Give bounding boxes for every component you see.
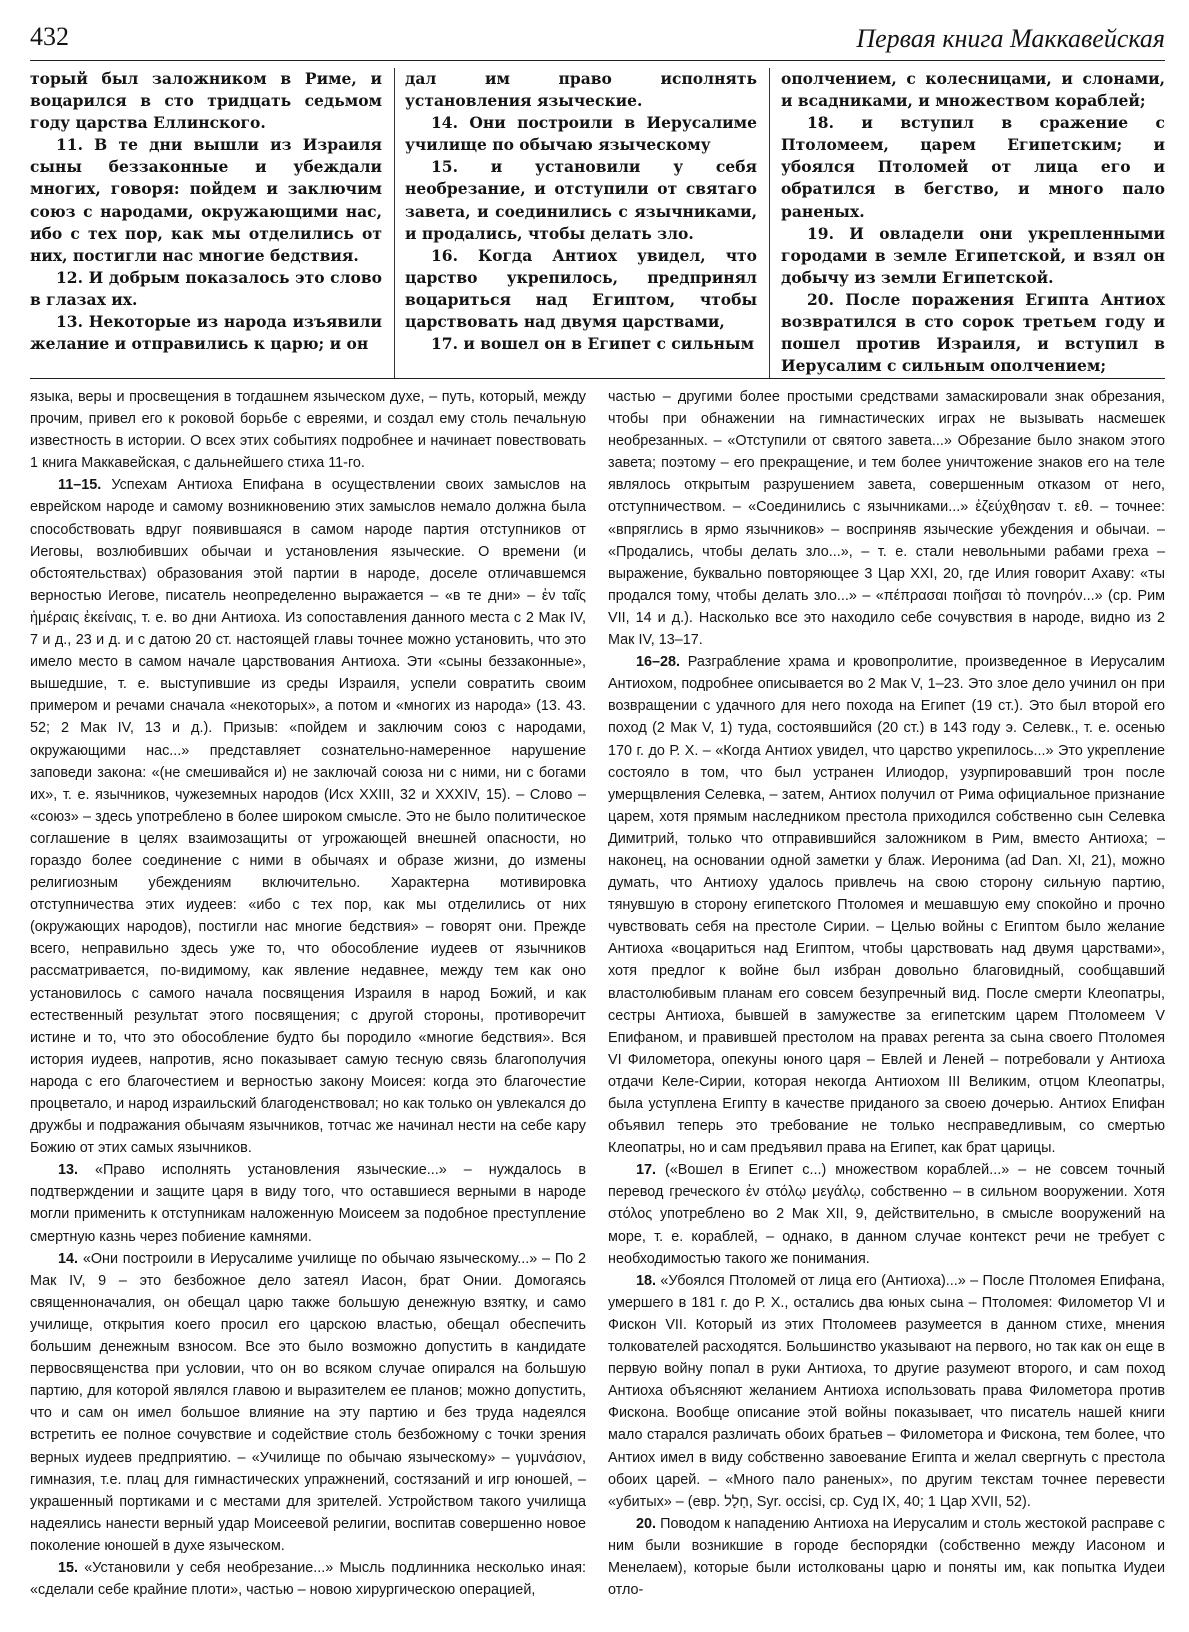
verse-reference: 20. [636,1515,657,1532]
commentary-paragraph [608,1270,1165,1513]
scripture-verse-13: 13. Некоторые из народа изъявили желание и отправились к царю; и он [30,312,382,354]
scripture-paragraph: дал им право исполнять установления языческие. [405,69,757,111]
commentary-paragraph [608,651,1165,1159]
column-divider [394,68,395,378]
scripture-column-2 [405,68,757,378]
commentary-text-body: «Установили у себя необрезание...» Мысль подлинника несколько иная: «сделали себе крайние плоти», частью – новою хирургическою операцией, [30,1559,587,1599]
scripture-text [30,68,1165,386]
commentary-text-body: частью – другими более простыми средствами замаскировали знак обрезания, чтобы при обнажении на гимнастических играх не вызывать насмешек необрезанных. – «Отступили от святого завета...» Обрезание было знаком этого завета; поэтому – его прекращение, и тем более уничтожение знаков его на теле являлось открытым разрушением завета, совершенным отказом от него, отступничеством. – «Соединились с язычниками...» ἐζεύχθησαν τ. εθ. – точнее: «впряглись в ярмо язычников» – восприняв языческие убеждения и обычаи. – «Продались, чтобы делать зло...», – т. е. стали невольными рабами греха – выражение, буквально повторяющее 3 Цар XXI, 20, где Илия говорит Ахаву: «ты продался тому, чтобы делать зло...» – «πέπρασαι ποιῆσαι τὸ πονηρόν...» (ср. Рим VII, 14 и д.). Насколько все это находило себе сочувствия в народе, видно из 2 Мак IV, 13–17. [608,389,1165,649]
scripture-verse-18: 18. и вступил в сражение с Птоломеем, царем Египетским; и убоялся Птоломей от лица его и обратился в бегство, и много пало раненых. [781,113,1165,221]
scripture-paragraph: ополчением, с колесницами, и слонами, и всадниками, и множеством кораблей; [781,69,1165,111]
commentary-column-right [608,386,1165,1601]
scripture-column-1 [30,68,382,378]
commentary-text [30,386,1165,1622]
scripture-column-3 [781,68,1165,378]
scripture-verse-15: 15. и установили у себя необрезание, и отступили от святаго завета, и соединились с язычниками, и продались, чтобы делать зло. [405,157,757,243]
commentary-paragraph [30,1248,586,1557]
verse-reference: 13. [58,1162,79,1179]
section-divider [30,378,1165,379]
running-header [30,20,1165,61]
commentary-paragraph [30,386,586,474]
column-divider [769,68,770,378]
commentary-paragraph [30,1159,586,1247]
verse-reference: 15. [58,1559,79,1576]
commentary-text-body: Разграбление храма и кровопролитие, произведенное в Иерусалим Антиохом, подробнее описывается во 2 Мак V, 1–23. Это злое дело учинил он при возвращении с удачного для него похода на Египет (19 ст.). Это был второй его поход (2 Мак V, 1) туда, состоявшийся (20 ст.) в 143 году э. Селевк., т. е. осенью 170 г. до Р. Х. – «Когда Антиох увидел, что царство укрепилось...» Это укрепление состояло в том, что был устранен Илиодор, узурпировавший трон после умерщвления Селевка, – затем, Антиох получил от Рима официальное признание царем, хотя прямым наследником престола приходился собственно сын Селевка Димитрий, только что отправившийся заложником в Рим, вместо Антиоха; – наконец, на основании одной заметки у блаж. Иеронима (ad Dan. XI, 21), можно думать, что Антиоху удалось привлечь на свою сторону сильную партию, тянувшую в сторону египетского Птоломея и мешавшую ему спокойно и прочно чувствовать себя на престоле Сирии. – Целью войны с Египтом было желание Антиоха «воцариться над Египтом, чтобы царствовать над двумя царствами», хотя предлог к войне был избран довольно благовидный, сообщавший властолюбивым планам его совсем безупречный вид. После смерти Клеопатры, сестры Антиоха, бывшей в замужестве за египетским царем Птоломеем V Епифаном, и правившей престолом на правах регента за сына своего Птоломея VI Филометора, опекуны юного царя – Евлей и Леней – потребовали у Антиоха отдачи Келе-Сирии, которая некогда Антиохом III Великим, отцом Клеопатры, была уступлена Египту в качестве приданого за своею дочерью. Антиох Епифан объявил теперь это требование не только несправедливым, со смертью Клеопатры, но и сам предъявил права на Египет, как брат царицы. [608,654,1165,1157]
scripture-verse-19: 19. И овладели они укрепленными городами в земле Египетской, и взял он добычу из земли Египетской. [781,223,1165,287]
verse-reference: 18. [636,1272,657,1289]
commentary-text-body: «Право исполнять установления языческие...» – нуждалось в подтверждении и защите царя в виду того, что оставшиеся верными в народе могли применить к отступникам наложенную Моисеем за подобное преступление смертную казнь через побиение камнями. [30,1162,586,1245]
commentary-paragraph [30,474,586,1159]
scripture-verse-12: 12. И добрым показалось это слово в глазах их. [30,267,382,309]
scripture-verse-16: 16. Когда Антиох увидел, что царство укрепилось, предпринял воцариться над Египтом, чтобы царствовать над двумя царствами, [405,245,757,332]
verse-reference: 16–28. [636,654,681,671]
commentary-text-body: Поводом к нападению Антиоха на Иерусалим и столь жестокой расправе с ним были возникшие в городе беспорядки (собственно между Иасоном и Менелаем), которые были истолкованы царю и поняты им, как попытка Иудеи отло- [608,1515,1165,1599]
scripture-verse-14: 14. Они построили в Иерусалиме училище по обычаю языческому [405,113,757,155]
verse-reference: 14. [58,1250,79,1267]
commentary-paragraph [608,386,1165,651]
commentary-paragraph [608,1159,1165,1269]
scripture-verse-17: 17. и вошел он в Египет с сильным [431,334,755,354]
scripture-paragraph: торый был заложником в Риме, и воцарился в сто тридцать седьмом году царства Еллинского. [30,69,382,133]
verse-reference: 17. [636,1162,657,1179]
commentary-paragraph [30,1557,586,1601]
commentary-column-left [30,386,586,1601]
commentary-text-body: «Убоялся Птоломей от лица его (Антиоха)...» – После Птоломея Епифана, умершего в 181 г. до Р. Х., остались два юных сына – Птоломея: Филометор VI и Фискон VII. Который из этих Птоломеев разумеется в данном стихе, мнения толкователей расходятся. Большинство указывают на первого, но так как он еще в первую войну попал в руки Антиоха, то другие разумеют второго, и сам поход Антиоха объясняют желанием Антиоха использовать права Филометора против Фискона. Вообще описание этой войны показывает, что писатель нашей книги мало старался различать обоих братьев – Филометора и Фискона, тем более, что Антиох имел в виду собственно завоевание Египта и желал свергнуть с престола обоих царей. – «Много пало раненых», по другим текстам точнее перевести «убитых» – (евр. חָלָל, Syr. occisi, ср. Суд IX, 40; 1 Цар XVII, 52). [608,1272,1166,1510]
commentary-text-body: Успехам Антиоха Епифана в осуществлении своих замыслов на еврейском народе и самому возникновению этих замыслов немало должна была способствовать вдруг появившаяся в самом народе партия отступников от Иеговы, возлюбивших обычаи и установления языческие. О времени (и обстоятельствах) образования этой партии в народе, доселе отличавшемся верностью Иегове, писатель неопределенно выражается – «в те дни» – ἐν ταῖς ἡμέραις ἐκείναις, т. е. во дни Антиоха. Из сопоставления данного места с 2 Мак IV, 7 и д., 23 и д. и с датою 20 ст. настоящей главы точнее можно установить, что это имело место в самом начале царствования Антиоха. Эти «сыны беззаконные», вышедшие, т. е. выступившие из среды Израиля, успели совратить своим примером и речами сначала «некоторых», а потом и «многих из народа» (13. 43. 52; 2 Мак IV, 13 и д.). Призыв: «пойдем и заключим союз с народами, окружающими нас...» представляет сознательно-намеренное нарушение заповеди закона: «(не смешивайся и) не заключай союза ни с ними, ни с богами их», т. е. язычников, чужеземных народов (Исх XXIII, 32 и XXXIV, 15). – Слово – «союз» – здесь употреблено в более широком смысле. Это не было политическое соглашение в целях взаимозащиты от угрожающей внешней опасности, но гораздо более соединение с ними в обычаях и образе жизни, до измены религиозным убеждениям включительно. Характерна мотивировка отступничества этих иудеев: «ибо с тех пор, как мы отделились от них (окружающих народов), постигли нас многие бедствия» – говорят они. Прежде всего, неправильно здесь уже то, что обособление иудеев от язычников рассматривается, по-видимому, как явление недавнее, между тем как оно установилось с самого начала посвящения Израиля в народ Божий, и как естественный результат этого посвящения; с другой стороны, противоречит истине и то, что это обособление будто бы породило «многие бедствия». Вся история иудеев, напротив, ясно показывает самую тесную связь благополучия народа с его благочестием и верностью закону Моисея: когда это благочестие процветало, и народ израильский благоденствовал; но как только он увлекался до дружбы и подражания обычаям язычников, тотчас же начинал нести на себе кару Божию от этих самых язычников. [30,477,586,1157]
verse-reference: 11–15. [58,477,102,494]
scripture-verse-20: 20. После поражения Египта Антиох возвратился в сто сорок третьем году и пошел против Израиля, и вступил в Иерусалим с сильным ополчением; [781,289,1165,376]
page-number: 432 [30,22,69,51]
scripture-verse-11: 11. В те дни вышли из Израиля сыны беззаконные и убеждали многих, говоря: пойдем и заключим союз с народами, окружающими нас, ибо с тех пор, как мы отделились от них, постигли нас многие бедствия. [30,135,382,265]
book-title: Первая книга Маккавейская [856,24,1165,53]
commentary-text-body: «Они построили в Иерусалиме училище по обычаю языческому...» – По 2 Мак IV, 9 – это безбожное дело затеял Иасон, брат Онии. Домогаясь священноначалия, он обещал царю также большую денежную взятку, и само училище, открытия коего просил его царскою властью, обещал обеспечить большим денежным взносом. Все это было возможно допустить в кандидате первосвященства при условии, что он во всяком случае опирался на большую партию, для которой являлся главою и выразителем ее планов; можно допустить, что и сам он имел большое влияние на эту партию и без труда надеялся встретить ее полное сочувствие и содействие столь безбожному с точки зрения верных иудеев предприятию. – «Училище по обычаю языческому» – γυμνάσιον, гимназия, т.е. плац для гимнастических упражнений, состязаний и игр юношей, – украшенный портиками и с местами для зрителей. Устройством такого училища надеялись нанести верный удар Моисеевой религии, воспитав совершенно новое поколение юношей в духе языческом. [30,1250,586,1554]
commentary-paragraph [608,1513,1165,1601]
commentary-text-body: языка, веры и просвещения в тогдашнем языческом духе, – путь, который, между прочим, привел его к роковой борьбе с евреями, и создал ему столь печальную известность в истории. О всех этих событиях подробнее и начинает повествовать 1 книга Маккавейская, с дальнейшего стиха 11-го. [30,389,586,472]
commentary-text-body: («Вошел в Египет с...) множеством кораблей...» – не совсем точный перевод греческого ἐν στόλῳ μεγάλῳ, собственно – в сильном вооружении. Хотя στόλος употреблено во 2 Мак XII, 9, действительно, в смысле вооружений на море, т. е. кораблей, – однако, в данном случае контекст речи не требует с необходимостью такого же понимания. [608,1162,1165,1267]
